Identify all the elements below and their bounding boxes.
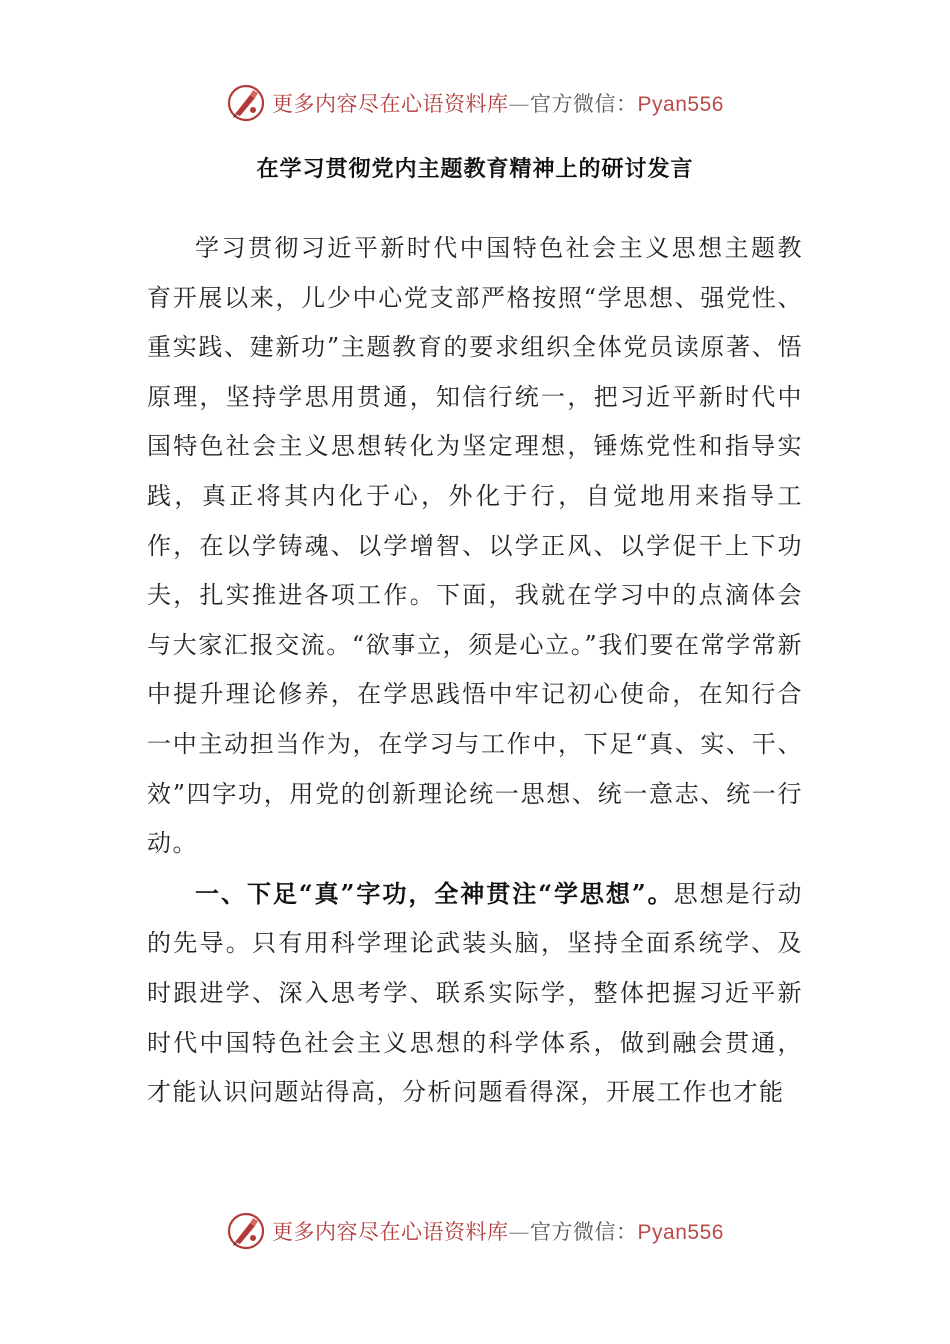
watermark-wechat-id: Pyan556 (637, 93, 724, 116)
pen-nib-logo-icon (226, 1211, 266, 1251)
paragraph-intro-text: 学习贯彻习近平新时代中国特色社会主义思想主题教育开展以来，儿少中心党支部严格按照“学思想、强党性、重实践、建新功”主题教育的要求组织全体党员读原著、悟原理，坚持学思用贯通，知信行统一，把习近平新时代中国特色社会主义思想转化为坚定理想，锤炼党性和指导实践，真正将其内化于心，外化于行，自觉地用来指导工作，在以学铸魂、以学增智、以学正风、以学促干上下功夫，扎实推进各项工作。下面，我就在学习中的点滴体会与大家汇报交流。“欲事立，须是心立。”我们要在常学常新中提升理论修养，在学思践悟中牢记初心使命，在知行合一中主动担当作为，在学习与工作中，下足“真、实、干、效”四字功，用党的创新理论统一思想、统一意志、统一行动。 (147, 234, 803, 858)
watermark-text (272, 1216, 724, 1246)
watermark-dash: — (508, 92, 531, 116)
watermark-main-text: 更多内容尽在心语资料库 (272, 1220, 509, 1244)
section-1-heading: 一、下足“真”字功，全神贯注“学思想”。 (195, 878, 674, 908)
document-title: 在学习贯彻党内主题教育精神上的研讨发言 (256, 156, 694, 182)
paragraph-intro (147, 224, 803, 869)
watermark-text (272, 88, 724, 118)
pen-nib-logo-icon (226, 83, 266, 123)
watermark-main-text: 更多内容尽在心语资料库 (272, 92, 509, 116)
watermark-dash: — (508, 1220, 531, 1244)
watermark-wechat-label: 官方微信： (530, 92, 638, 116)
document-body (147, 154, 803, 1118)
section-1-text: 思想是行动的先导。只有用科学理论武装头脑，坚持全面系统学、及时跟进学、深入思考学、联系实际学，整体把握习近平新时代中国特色社会主义思想的科学体系，做到融会贯通，才能认识问题站得高，分析问题看得深，开展工作也才能 (147, 879, 804, 1107)
paragraph-section-1 (147, 869, 803, 1118)
header-watermark-banner (0, 78, 950, 128)
watermark-wechat-id: Pyan556 (637, 1221, 724, 1244)
watermark-wechat-label: 官方微信： (530, 1220, 638, 1244)
footer-watermark-banner (0, 1206, 950, 1256)
